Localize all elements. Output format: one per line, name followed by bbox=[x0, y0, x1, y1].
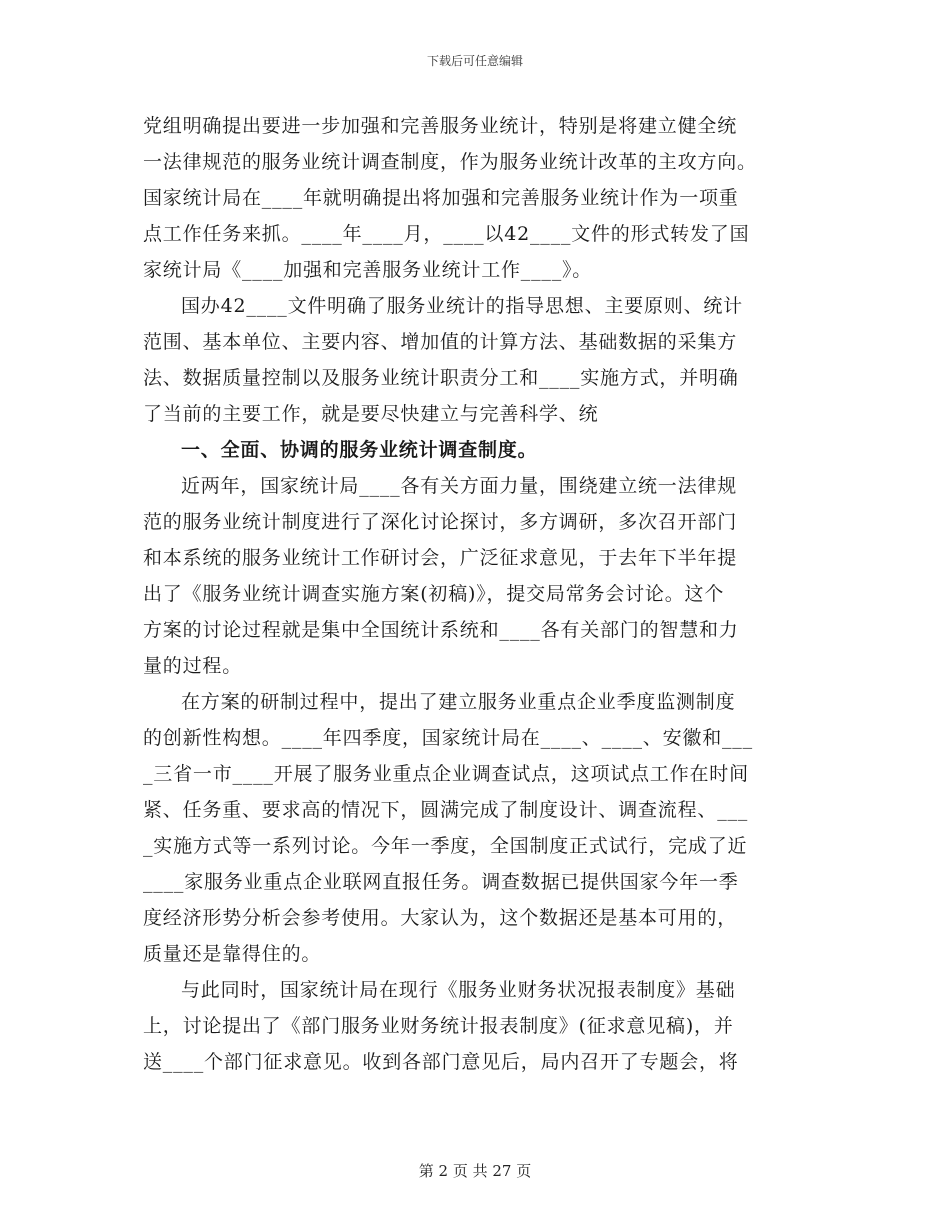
text-line: 出了《服务业统计调查实施方案(初稿)》，提交局常务会讨论。这个 bbox=[143, 583, 725, 605]
text-line: _实施方式等一系列讨论。今年一季度，全国制度正式试行，完成了近 bbox=[143, 835, 748, 857]
paragraph-1 bbox=[143, 108, 803, 288]
text-line: 国家统计局在____年就明确提出将加强和完善服务业统计作为一项重 bbox=[143, 187, 739, 209]
text-line: 党组明确提出要进一步加强和完善服务业统计，特别是将建立健全统 bbox=[143, 115, 738, 137]
text-line: 了当前的主要工作，就是要尽快建立与完善科学、统 bbox=[143, 403, 599, 425]
text-line: 质量还是靠得住的。 bbox=[143, 943, 322, 965]
page-footer: 第 2 页 共 27 页 bbox=[418, 1162, 532, 1180]
text-line: 量的过程。 bbox=[143, 655, 243, 677]
text-line: 范的服务业统计制度进行了深化讨论探讨，多方调研，多次召开部门 bbox=[143, 511, 738, 533]
text-line: 在方案的研制过程中，提出了建立服务业重点企业季度监测制度 bbox=[181, 691, 736, 713]
text-line: 国办42____文件明确了服务业统计的指导思想、主要原则、统计 bbox=[181, 295, 743, 317]
text-line: 紧、任务重、要求高的情况下，圆满完成了制度设计、调查流程、___ bbox=[143, 799, 749, 821]
text-line: 和本系统的服务业统计工作研讨会，广泛征求意见，于去年下半年提 bbox=[143, 547, 738, 569]
text-line: 家统计局《____加强和完善服务业统计工作____》。 bbox=[143, 259, 593, 281]
text-line: 法、数据质量控制以及服务业统计职责分工和____实施方式，并明确 bbox=[143, 367, 739, 389]
text-line: 一法律规范的服务业统计调查制度，作为服务业统计改革的主攻方向。 bbox=[143, 151, 757, 173]
text-line: 范围、基本单位、主要内容、增加值的计算方法、基础数据的采集方 bbox=[143, 331, 738, 353]
text-line: 度经济形势分析会参考使用。大家认为，这个数据还是基本可用的， bbox=[143, 907, 738, 929]
page-header: 下载后可任意编辑 bbox=[426, 54, 523, 68]
document-body bbox=[143, 108, 803, 1080]
paragraph-3 bbox=[143, 468, 803, 684]
section-heading: 一、全面、协调的服务业统计调查制度。 bbox=[181, 439, 538, 461]
paragraph-5 bbox=[143, 972, 803, 1080]
text-line: 点工作任务来抓。____年____月，____以42____文件的形式转发了国 bbox=[143, 223, 750, 245]
text-line: 的创新性构想。____年四季度，国家统计局在____、____、安徽和___ bbox=[143, 727, 753, 749]
paragraph-2 bbox=[143, 288, 803, 432]
text-line: ____家服务业重点企业联网直报任务。调查数据已提供国家今年一季 bbox=[143, 871, 739, 893]
section-heading-block bbox=[143, 432, 803, 468]
text-line: _三省一市____开展了服务业重点企业调查试点，这项试点工作在时间 bbox=[143, 763, 749, 785]
text-line: 方案的讨论过程就是集中全国统计系统和____各有关部门的智慧和力 bbox=[143, 619, 739, 641]
text-line: 与此同时，国家统计局在现行《服务业财务状况报表制度》基础 bbox=[181, 979, 736, 1001]
text-line: 上，讨论提出了《部门服务业财务统计报表制度》(征求意见稿)，并 bbox=[143, 1015, 734, 1037]
text-line: 送____个部门征求意见。收到各部门意见后，局内召开了专题会，将 bbox=[143, 1051, 739, 1073]
text-line: 近两年，国家统计局____各有关方面力量，围绕建立统一法律规 bbox=[181, 475, 738, 497]
paragraph-4 bbox=[143, 684, 803, 972]
